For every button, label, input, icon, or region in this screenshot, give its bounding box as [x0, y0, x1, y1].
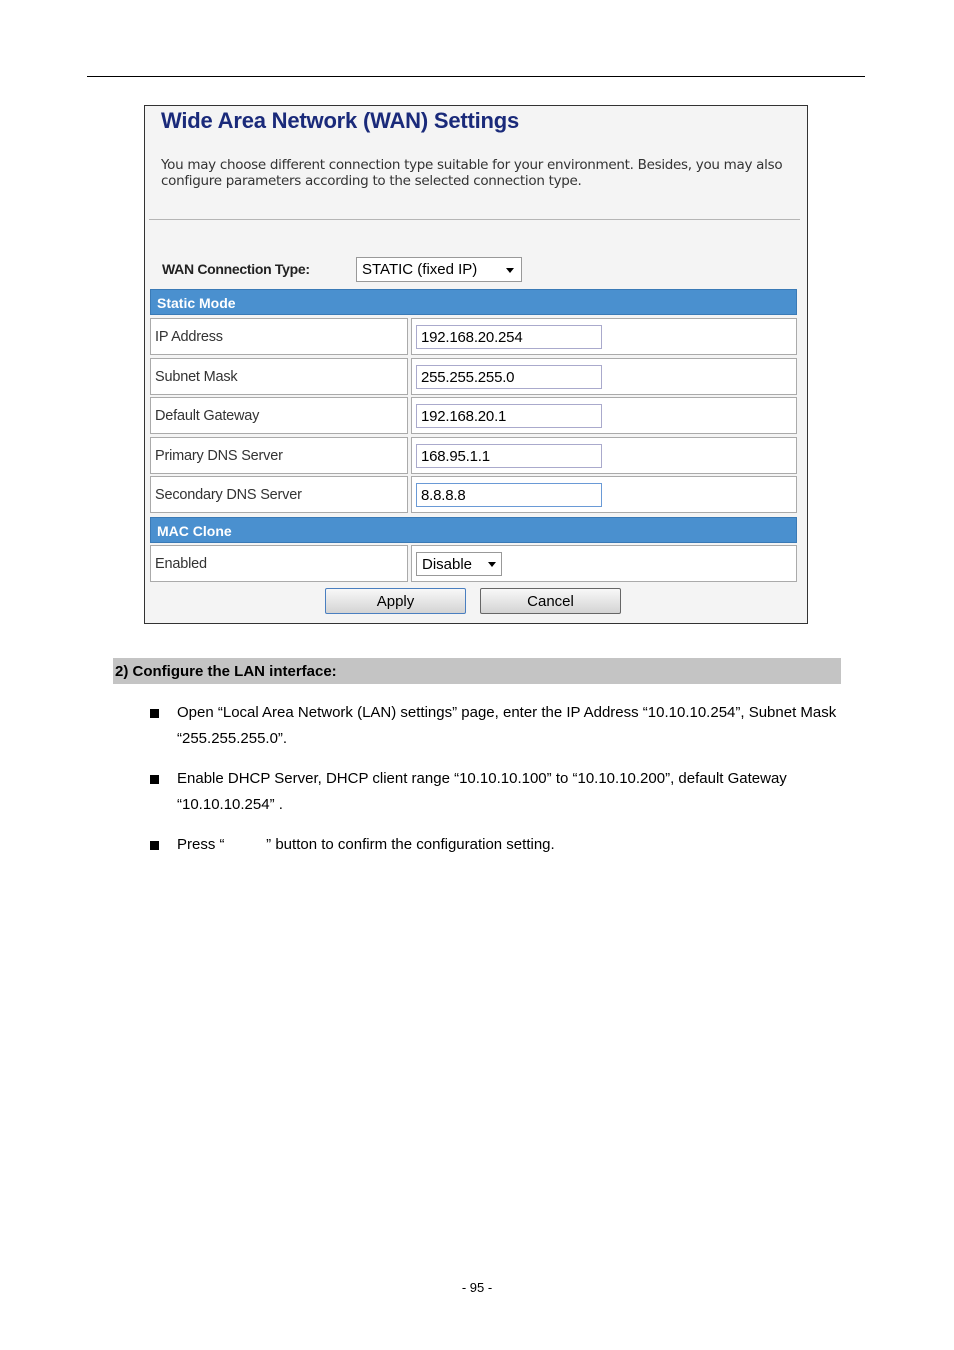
secondary-dns-row	[150, 476, 797, 513]
wan-settings-description: You may choose different connection type suitable for your environment. Besides, you may also configure parameters according to the selected connection type.	[161, 157, 783, 189]
wan-settings-screenshot	[144, 105, 808, 624]
page-number: - 95 -	[461, 1280, 493, 1295]
square-bullet-icon	[150, 841, 159, 850]
cancel-button[interactable]: Cancel	[480, 588, 621, 614]
list-item-text: Enable DHCP Server, DHCP client range “10.10.10.100” to “10.10.10.200”, default Gateway “10.10.10.254” .	[177, 770, 787, 813]
mac-clone-enabled-value: Disable	[422, 556, 473, 573]
primary-dns-label: Primary DNS Server	[150, 437, 408, 474]
primary-dns-input[interactable]: 168.95.1.1	[416, 444, 602, 468]
static-mode-header: Static Mode	[150, 289, 797, 315]
default-gateway-row	[150, 397, 797, 434]
mac-clone-header: MAC Clone	[150, 517, 797, 543]
list-item-text: Press “ ” button to confirm the configuration setting.	[177, 836, 555, 853]
mac-clone-enabled-row	[150, 545, 797, 582]
wan-settings-title: Wide Area Network (WAN) Settings	[161, 108, 520, 133]
ip-address-input[interactable]: 192.168.20.254	[416, 325, 602, 349]
wan-connection-type-value: STATIC (fixed IP)	[362, 261, 478, 278]
header-rule	[87, 76, 865, 77]
default-gateway-input[interactable]: 192.168.20.1	[416, 404, 602, 428]
wan-connection-type-select[interactable]	[356, 257, 522, 282]
secondary-dns-label: Secondary DNS Server	[150, 476, 408, 513]
ip-address-label: IP Address	[150, 318, 408, 355]
ip-address-row	[150, 318, 797, 355]
section-heading: 2) Configure the LAN interface:	[113, 658, 841, 684]
subnet-mask-input[interactable]: 255.255.255.0	[416, 365, 602, 389]
mac-clone-enabled-label: Enabled	[150, 545, 408, 582]
list-item-text: Open “Local Area Network (LAN) settings” page, enter the IP Address “10.10.10.254”, Subnet Mask “255.255.255.0”.	[177, 704, 837, 747]
secondary-dns-input[interactable]: 8.8.8.8	[416, 483, 602, 507]
subnet-mask-row	[150, 358, 797, 395]
subnet-mask-label: Subnet Mask	[150, 358, 408, 395]
mac-clone-enabled-select[interactable]	[416, 552, 502, 576]
chevron-down-icon	[506, 268, 514, 273]
default-gateway-label: Default Gateway	[150, 397, 408, 434]
primary-dns-row	[150, 437, 797, 474]
wan-connection-type-label: WAN Connection Type:	[162, 261, 310, 277]
chevron-down-icon	[488, 562, 496, 567]
wan-separator	[149, 219, 800, 220]
square-bullet-icon	[150, 709, 159, 718]
square-bullet-icon	[150, 775, 159, 784]
apply-button[interactable]: Apply	[325, 588, 466, 614]
